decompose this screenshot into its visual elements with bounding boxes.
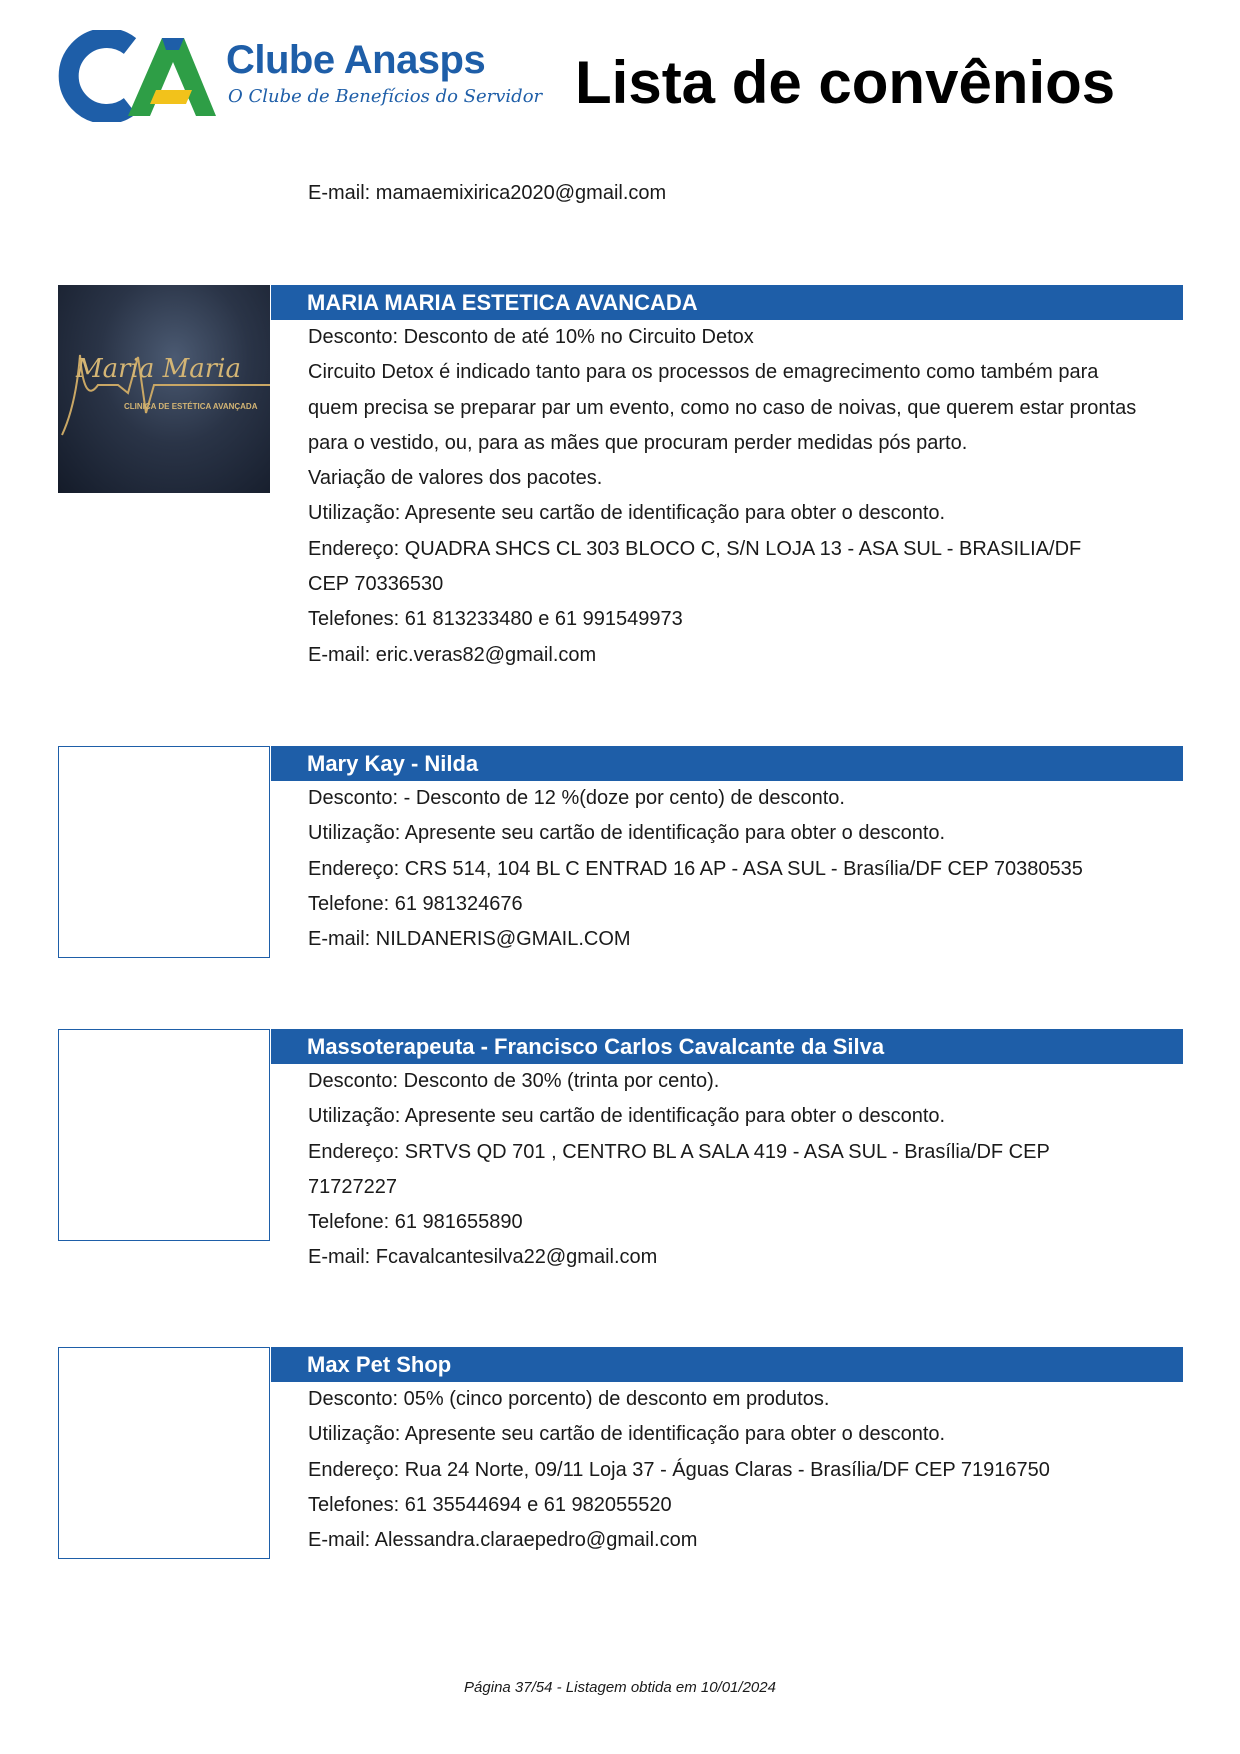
- entry-discount: Desconto: - Desconto de 12 %(doze por cento) de desconto.: [308, 787, 845, 809]
- entry-address: Endereço: CRS 514, 104 BL C ENTRAD 16 AP - ASA SUL - Brasília/DF CEP 70380535: [308, 857, 1083, 880]
- clube-anasps-logo: [58, 30, 543, 122]
- entry-address: Endereço: Rua 24 Norte, 09/11 Loja 37 - Águas Claras - Brasília/DF CEP 71916750: [308, 1458, 1050, 1481]
- entry-discount: Desconto: Desconto de 30% (trinta por cento).: [308, 1070, 720, 1092]
- entry-image-placeholder: [58, 746, 270, 958]
- entry-discount: Desconto: 05% (cinco porcento) de desconto em produtos.: [308, 1388, 830, 1410]
- entry-description: Circuito Detox é indicado tanto para os processos de emagrecimento como também para: [308, 361, 1099, 384]
- entry-usage: Utilização: Apresente seu cartão de identificação para obter o desconto.: [308, 502, 946, 525]
- continued-email[interactable]: E-mail: mamaemixirica2020@gmail.com: [308, 182, 667, 204]
- page-footer: Página 37/54 - Listagem obtida em 10/01/2024: [464, 1679, 776, 1696]
- ca-logo-mark: [58, 30, 218, 122]
- entry-title-bar: [271, 1347, 1183, 1382]
- entry-email[interactable]: E-mail: eric.veras82@gmail.com: [308, 643, 597, 666]
- entry-usage: Utilização: Apresente seu cartão de identificação para obter o desconto.: [308, 1105, 946, 1128]
- entry-usage: Utilização: Apresente seu cartão de identificação para obter o desconto.: [308, 822, 946, 845]
- entry-description: para o vestido, ou, para as mães que procuram perder medidas pós parto.: [308, 431, 968, 454]
- entry-address: 71727227: [308, 1175, 397, 1198]
- entry-title-bar: [271, 746, 1183, 781]
- entry-email[interactable]: E-mail: Alessandra.claraepedro@gmail.com: [308, 1529, 698, 1552]
- entry-title: Mary Kay - Nilda: [307, 751, 479, 776]
- entry-title-bar: [271, 1029, 1183, 1064]
- entry-title-bar: [271, 285, 1183, 320]
- entry-image-placeholder: [58, 1347, 270, 1559]
- entry-description: Variação de valores dos pacotes.: [308, 467, 603, 490]
- brand-name: Clube Anasps: [226, 38, 486, 82]
- brand-tagline: O Clube de Benefícios do Servidor: [228, 86, 543, 107]
- entry-address: CEP 70336530: [308, 573, 444, 596]
- entry-image-placeholder: [58, 1029, 270, 1241]
- page-title: Lista de convênios: [575, 49, 1116, 116]
- maria-maria-image-subtitle: CLINICA DE ESTÉTICA AVANÇADA: [124, 402, 258, 411]
- entry-phone: Telefone: 61 981655890: [308, 1211, 523, 1234]
- entry-title: Massoterapeuta - Francisco Carlos Cavalcante da Silva: [307, 1034, 885, 1059]
- entry-usage: Utilização: Apresente seu cartão de identificação para obter o desconto.: [308, 1423, 946, 1446]
- entry-phone: Telefones: 61 35544694 e 61 982055520: [308, 1493, 672, 1516]
- entry-address: Endereço: QUADRA SHCS CL 303 BLOCO C, S/N LOJA 13 - ASA SUL - BRASILIA/DF: [308, 537, 1082, 560]
- entry-discount: Desconto: Desconto de até 10% no Circuito Detox: [308, 326, 754, 348]
- entry-email[interactable]: E-mail: Fcavalcantesilva22@gmail.com: [308, 1246, 658, 1269]
- entry-address: Endereço: SRTVS QD 701 , CENTRO BL A SALA 419 - ASA SUL - Brasília/DF CEP: [308, 1140, 1050, 1163]
- entry-email[interactable]: E-mail: NILDANERIS@GMAIL.COM: [308, 928, 631, 951]
- entry-description: quem precisa se preparar par um evento, como no caso de noivas, que querem estar prontas: [308, 396, 1137, 419]
- entry-phone: Telefones: 61 813233480 e 61 991549973: [308, 608, 683, 631]
- entry-title: MARIA MARIA ESTETICA AVANCADA: [307, 290, 698, 315]
- maria-maria-logo-image: [58, 285, 270, 493]
- entry-title: Max Pet Shop: [307, 1352, 452, 1377]
- maria-maria-image-name: Maria Maria: [76, 354, 242, 384]
- entry-phone: Telefone: 61 981324676: [308, 892, 523, 915]
